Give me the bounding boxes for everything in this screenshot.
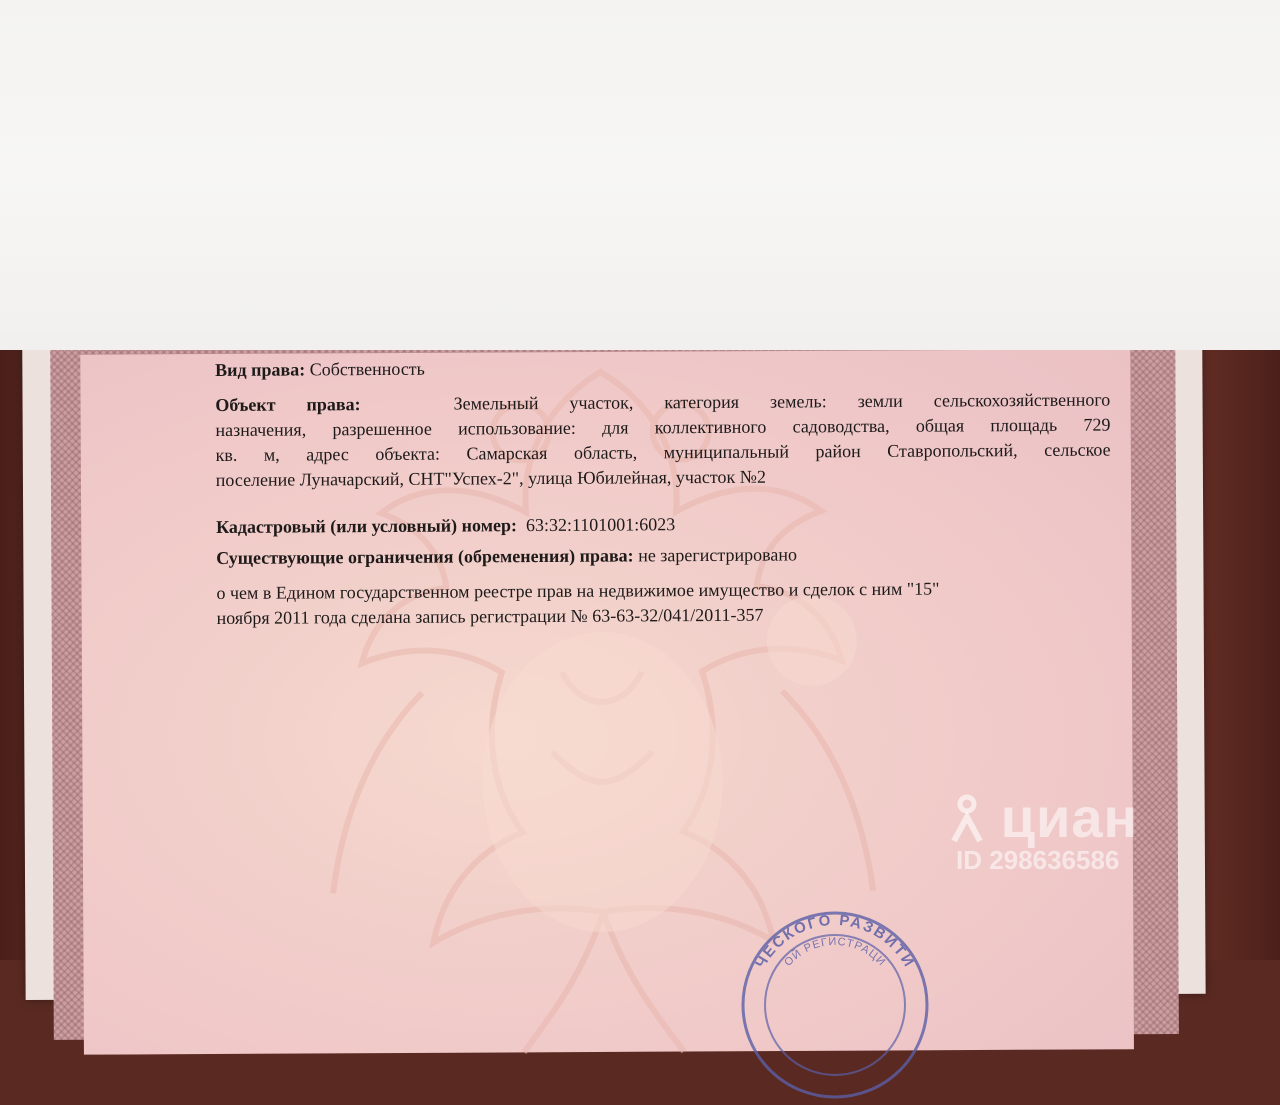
object-text-1: Земельный участок, категория земель: земли сельскохозяйственного	[453, 389, 1111, 414]
white-paper-cover	[0, 0, 1280, 350]
listing-id: ID 298636586	[956, 845, 1120, 875]
stamp-inner-text: ОЙ РЕГИСТРАЦИ	[782, 935, 888, 969]
cian-logo	[950, 786, 1139, 849]
object-label: Объект права:	[215, 394, 361, 415]
cian-watermark	[950, 786, 1139, 875]
object-line-4: поселение Луначарский, СНТ"Успех-2", улица Юбилейная, участок №2	[215, 466, 766, 490]
official-stamp	[735, 905, 935, 1105]
object-line-2: назначения, разрешенное использование: для коллективного садоводства, общая площадь 729	[215, 414, 1111, 440]
certificate-text	[215, 353, 1112, 631]
restrictions-label: Существующие ограничения (обременения) права:	[216, 545, 634, 568]
restrictions-value: не зарегистрировано	[638, 544, 798, 566]
registry-line-2: ноября 2011 года сделана запись регистрации № 63-63-32/041/2011-357	[216, 604, 764, 628]
object-line-3: кв. м, адрес объекта: Самарская область, муниципальный район Ставропольский, сельское	[215, 439, 1111, 465]
cian-person-icon	[950, 795, 984, 843]
stamp-outer-text: ЧЕСКОГО РАЗВИТИ	[752, 911, 918, 972]
cian-logo-text: циан	[1000, 786, 1139, 849]
right-type-value: Собственность	[309, 358, 425, 380]
cadastral-label: Кадастровый (или условный) номер:	[215, 515, 517, 537]
cadastral-number: 63:32:1101001:6023	[525, 514, 676, 536]
right-type-label: Вид права:	[215, 359, 306, 380]
registry-line-1: о чем в Едином государственном реестре прав на недвижимое имущество и сделок с ним "15"	[216, 578, 940, 603]
svg-text:ОЙ РЕГИСТРАЦИ	[782, 936, 888, 969]
